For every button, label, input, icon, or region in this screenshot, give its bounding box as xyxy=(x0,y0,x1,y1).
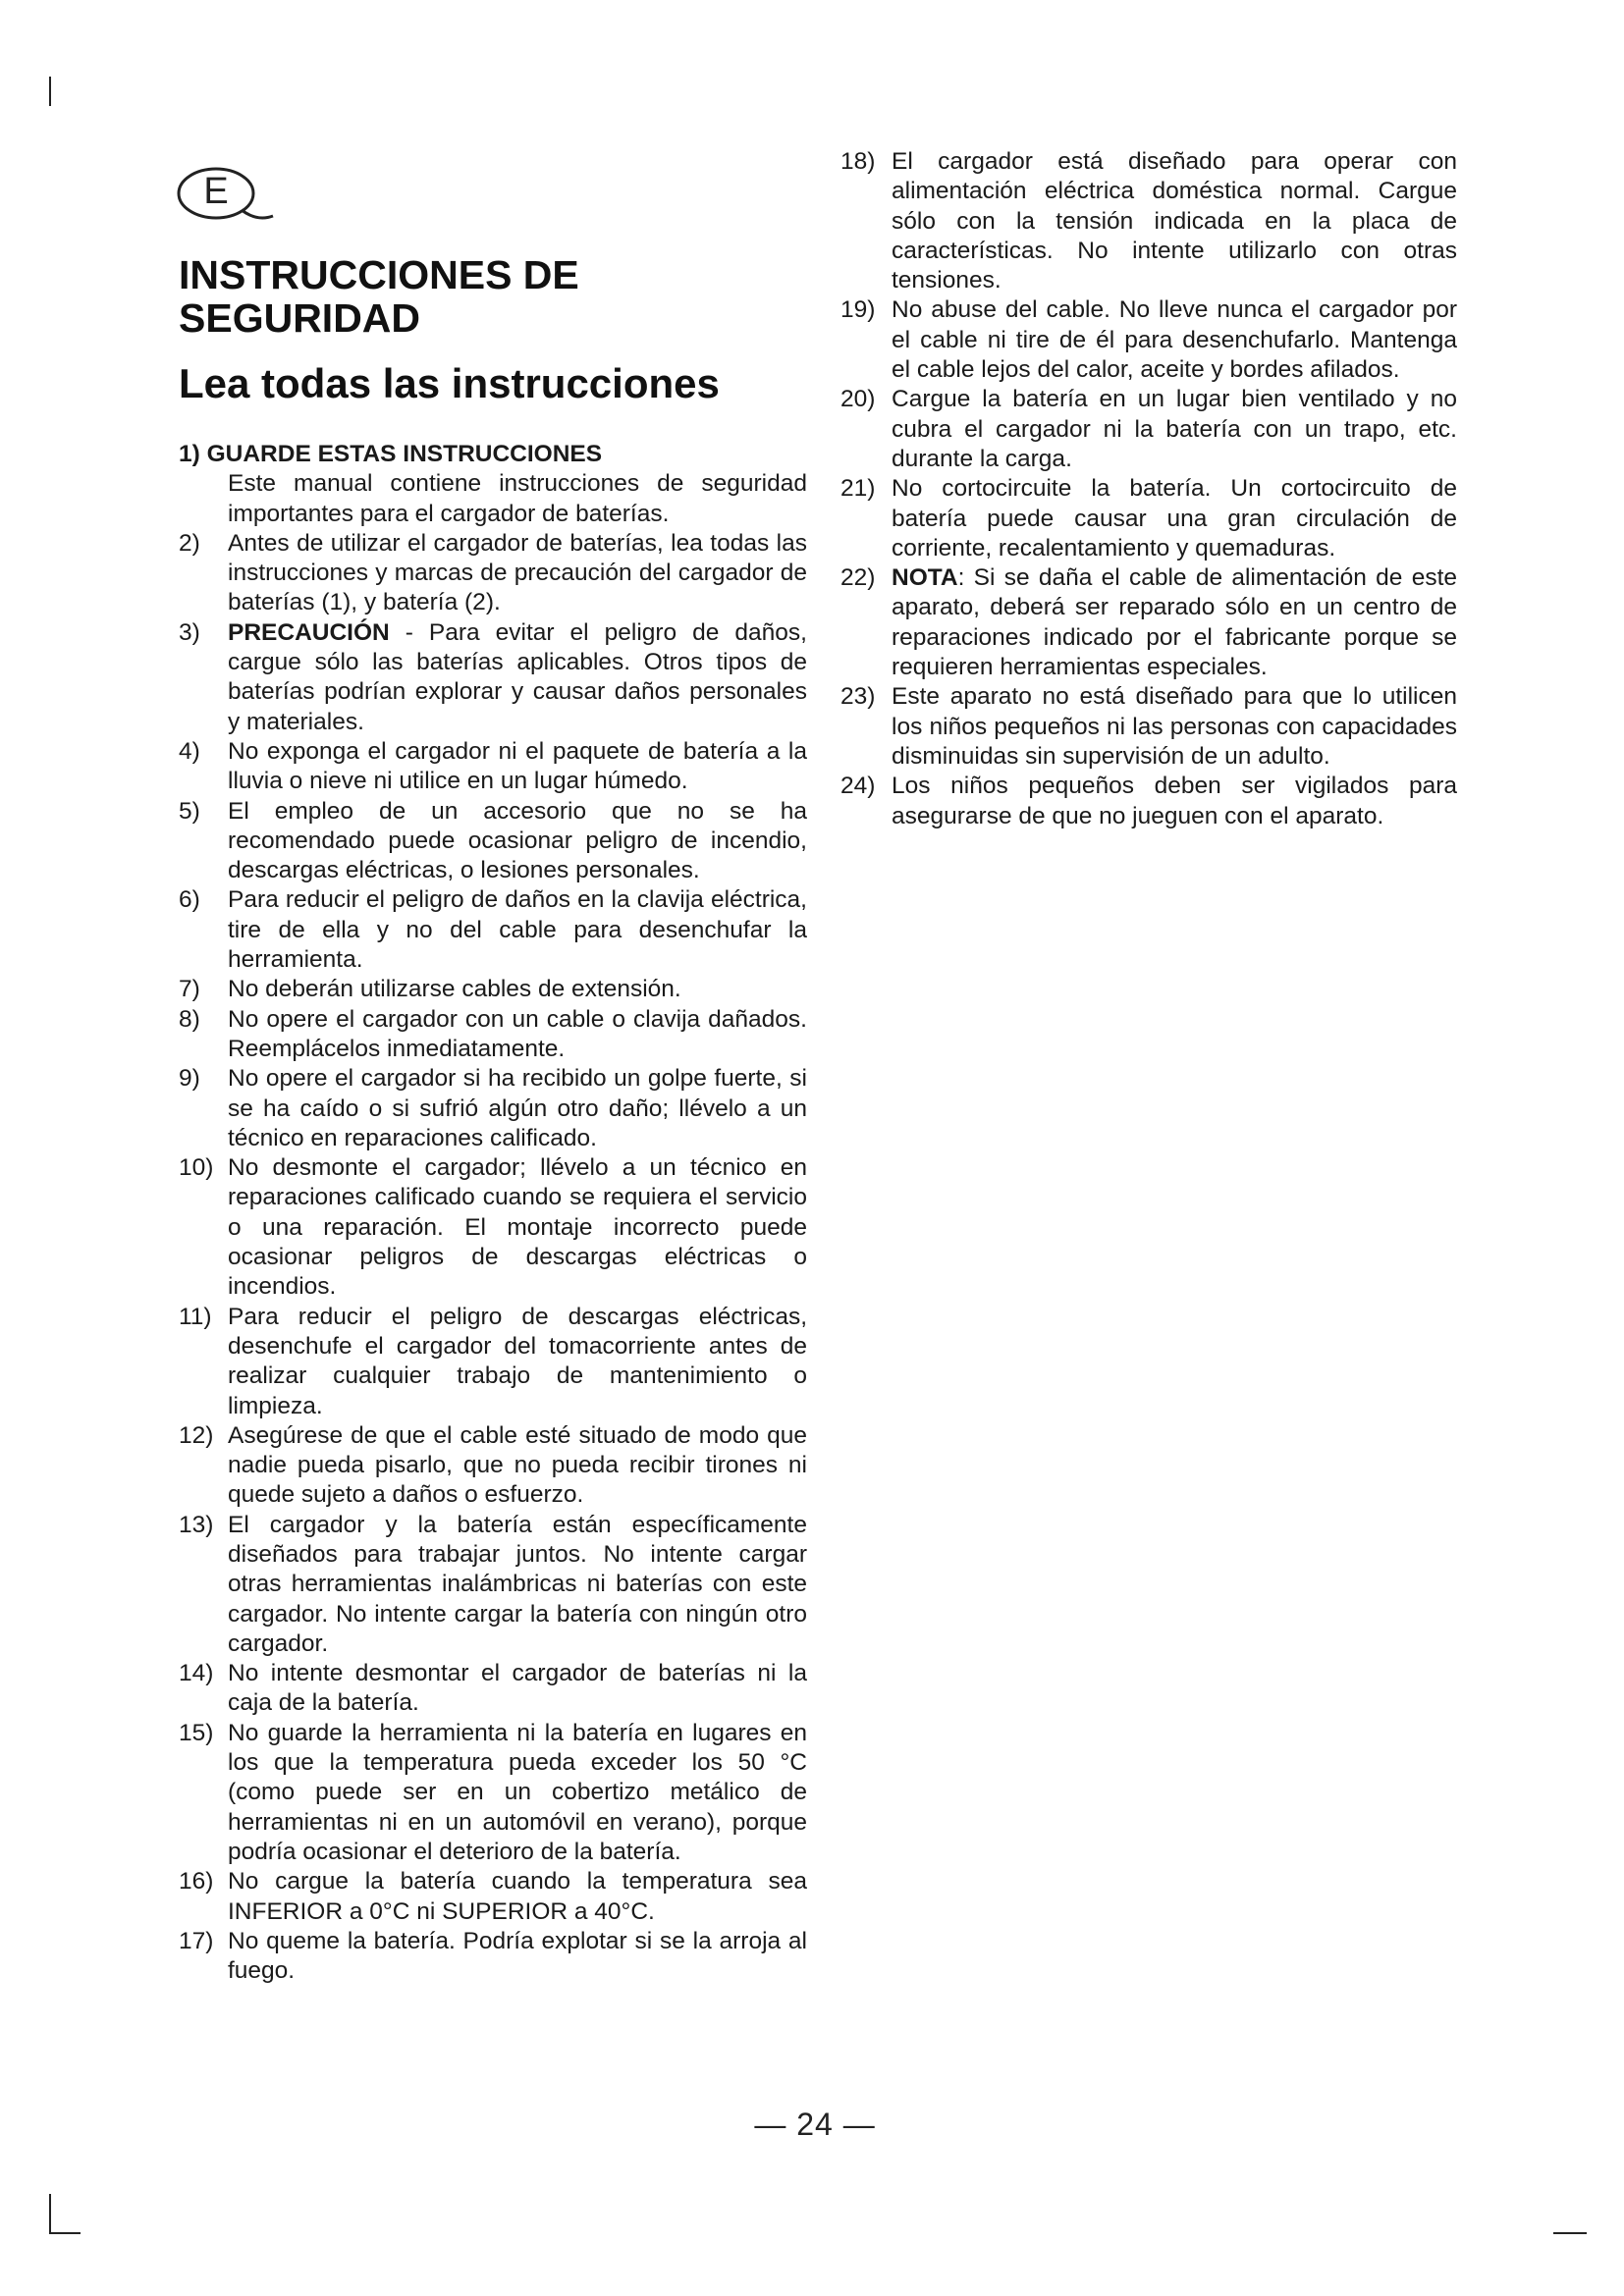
crop-mark-top-left xyxy=(49,77,51,106)
instruction-number: 6) xyxy=(179,886,200,914)
page-subtitle: Lea todas las instrucciones xyxy=(179,360,720,406)
instruction-item xyxy=(840,474,1457,563)
instruction-text: No cortocircuite la batería. Un cortocircuito de batería puede causar una gran circulación de corriente, recalentamiento y quemaduras. xyxy=(892,475,1457,561)
instruction-number: 17) xyxy=(179,1927,214,1954)
instruction-item xyxy=(179,1064,807,1153)
instruction-text: Los niños pequeños deben ser vigilados para asegurarse de que no jueguen con el aparato. xyxy=(892,773,1457,829)
page-title: INSTRUCCIONES DE SEGURIDAD xyxy=(179,252,579,341)
instruction-item xyxy=(840,772,1457,831)
instruction-item xyxy=(179,1867,807,1927)
instruction-item xyxy=(179,1153,807,1302)
instructions-right-column xyxy=(840,147,1457,831)
instruction-item xyxy=(179,440,807,529)
instruction-number: 3) xyxy=(179,618,200,646)
instruction-item xyxy=(840,682,1457,772)
instructions-left-column xyxy=(179,440,807,1986)
instruction-number: 12) xyxy=(179,1421,214,1449)
page-number: — 24 — xyxy=(754,2107,876,2142)
instruction-number: 19) xyxy=(840,296,876,324)
instruction-item xyxy=(840,295,1457,385)
instruction-item xyxy=(840,385,1457,474)
instruction-text: No opere el cargador con un cable o clavija dañados. Reemplácelos inmediatamente. xyxy=(228,1005,807,1062)
instruction-number: 8) xyxy=(179,1005,200,1033)
instruction-text: No cargue la batería cuando la temperatura sea INFERIOR a 0°C ni SUPERIOR a 40°C. xyxy=(228,1868,807,1925)
instruction-lead: NOTA xyxy=(892,564,958,592)
instruction-item xyxy=(179,1303,807,1421)
instruction-number: 24) xyxy=(840,773,876,800)
instruction-number: 4) xyxy=(179,737,200,765)
instruction-item xyxy=(179,1659,807,1719)
instruction-text: Antes de utilizar el cargador de baterías, lea todas las instrucciones y marcas de precaución del cargador de baterías (1), y batería (2). xyxy=(228,529,807,616)
instruction-text: No deberán utilizarse cables de extensión. xyxy=(228,976,681,1003)
instruction-item xyxy=(179,529,807,618)
instruction-text: No opere el cargador si ha recibido un golpe fuerte, si se ha caído o si sufrió algún otro daño; llévelo a un técnico en reparaciones calificado. xyxy=(228,1065,807,1151)
instruction-text: El empleo de un accesorio que no se ha recomendado puede ocasionar peligro de incendio, descargas eléctricas, o lesiones personales. xyxy=(228,797,807,884)
instruction-text: Asegúrese de que el cable esté situado de modo que nadie pueda pisarlo, que no pueda recibir tirones ni quede sujeto a daños o esfuerzo. xyxy=(228,1421,807,1509)
crop-mark-bottom-left-vertical xyxy=(49,2194,51,2233)
instruction-heading: 1) GUARDE ESTAS INSTRUCCIONES xyxy=(179,441,603,467)
instruction-number: 23) xyxy=(840,683,876,711)
instruction-text: - Para evitar el peligro de daños, cargue sólo las baterías aplicables. Otros tipos de baterías podrían explorar y causar daños personales y materiales. xyxy=(228,618,807,735)
instruction-item xyxy=(179,1927,807,1987)
instruction-text: No intente desmontar el cargador de baterías ni la caja de la batería. xyxy=(228,1660,807,1717)
instruction-text: No abuse del cable. No lleve nunca el cargador por el cable ni tire de él para desenchufarlo. Mantenga el cable lejos del calor, aceite y bordes afilados. xyxy=(892,296,1457,384)
instruction-number: 14) xyxy=(179,1660,214,1687)
instruction-lead: PRECAUCIÓN xyxy=(228,618,390,646)
instruction-number: 15) xyxy=(179,1719,214,1746)
language-badge-letter: E xyxy=(203,171,229,212)
instruction-number: 20) xyxy=(840,386,876,413)
instruction-text: No queme la batería. Podría explotar si se la arroja al fuego. xyxy=(228,1927,807,1985)
instruction-text: Este manual contiene instrucciones de seguridad importantes para el cargador de baterías. xyxy=(228,470,807,527)
instruction-number: 10) xyxy=(179,1154,214,1182)
instruction-item xyxy=(179,1421,807,1511)
instruction-item xyxy=(179,1511,807,1659)
instruction-item xyxy=(179,737,807,797)
instruction-text: No exponga el cargador ni el paquete de batería a la lluvia o nieve ni utilice en un lugar húmedo. xyxy=(228,737,807,795)
instruction-text: Para reducir el peligro de descargas eléctricas, desenchufe el cargador del tomacorriente antes de realizar cualquier trabajo de mantenimiento o limpieza. xyxy=(228,1303,807,1419)
instruction-number: 11) xyxy=(179,1303,212,1330)
instruction-number: 2) xyxy=(179,529,200,557)
instruction-item xyxy=(179,1005,807,1065)
instruction-item xyxy=(840,563,1457,682)
instruction-text: El cargador está diseñado para operar con alimentación eléctrica doméstica normal. Cargue sólo con la tensión indicada en la placa de características. No intente utilizarlo con otras tensiones. xyxy=(892,148,1457,294)
instruction-number: 5) xyxy=(179,797,200,825)
instruction-text: No desmonte el cargador; llévelo a un técnico en reparaciones calificado cuando se requiera el servicio o una reparación. El montaje incorrecto puede ocasionar peligros de descargas eléctricas o incendios. xyxy=(228,1154,807,1301)
instruction-text: Este aparato no está diseñado para que lo utilicen los niños pequeños ni las personas con capacidades disminuidas sin supervisión de un adulto. xyxy=(892,683,1457,770)
instruction-item xyxy=(179,797,807,886)
instruction-item xyxy=(179,975,807,1004)
instruction-number: 9) xyxy=(179,1065,200,1093)
crop-mark-bottom-left-horizontal xyxy=(49,2232,81,2234)
instruction-number: 18) xyxy=(840,148,876,175)
instruction-text: El cargador y la batería están específicamente diseñados para trabajar juntos. No intente cargar otras herramientas inalámbricas ni baterías con este cargador. No intente cargar la batería con ningún otro cargador. xyxy=(228,1511,807,1657)
crop-mark-bottom-right-horizontal xyxy=(1553,2232,1587,2234)
language-badge xyxy=(175,165,277,222)
instruction-text: Cargue la batería en un lugar bien ventilado y no cubra el cargador ni la batería con un trapo, etc. durante la carga. xyxy=(892,386,1457,472)
instruction-item xyxy=(840,147,1457,295)
instruction-item xyxy=(179,1719,807,1867)
instruction-item xyxy=(179,618,807,737)
instruction-text: : Si se daña el cable de alimentación de este aparato, deberá ser reparado sólo en un centro de reparaciones indicado por el fabricante porque se requieren herramientas especiales. xyxy=(892,564,1457,681)
instruction-number: 13) xyxy=(179,1511,214,1538)
instruction-text: Para reducir el peligro de daños en la clavija eléctrica, tire de ella y no del cable para desenchufar la herramienta. xyxy=(228,886,807,974)
instruction-text: No guarde la herramienta ni la batería en lugares en los que la temperatura pueda exceder los 50 °C (como puede ser en un cobertizo metálico de herramientas ni en un automóvil en verano), porque podría ocasionar el deterioro de la batería. xyxy=(228,1719,807,1865)
instruction-item xyxy=(179,885,807,975)
instruction-number: 22) xyxy=(840,564,876,592)
instruction-number: 16) xyxy=(179,1868,214,1896)
instruction-number: 21) xyxy=(840,475,876,503)
instruction-number: 7) xyxy=(179,976,200,1003)
